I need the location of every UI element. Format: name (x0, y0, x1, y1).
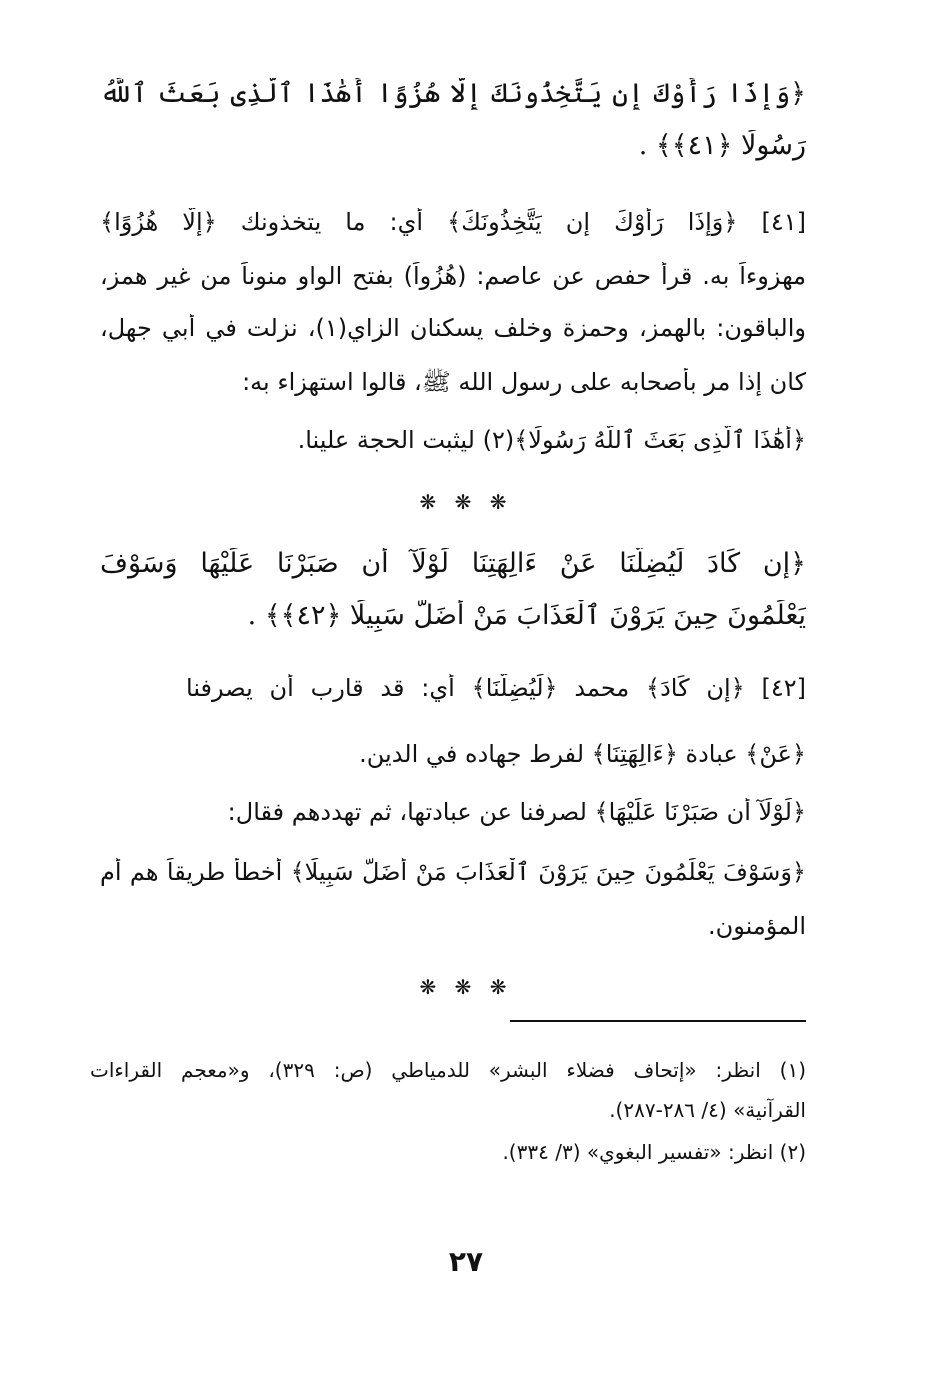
tafsir-41-line-4: كان إذا مر بأصحابه على رسول الله ﷺ، قالوا استهزاء به: (242, 368, 806, 396)
tafsir-42-line-4: ﴿وَسَوْفَ يَعْلَمُونَ حِينَ يَرَوْنَ ٱلْعَذَابَ مَنْ أَضَلُّ سَبِيلًا﴾ أخطأ طريقاً هم أم (100, 858, 806, 886)
tafsir-42-line-5: المؤمنون. (707, 912, 806, 940)
verse-41-line-1: ﴿وَإِذَا رَأَوْكَ إِن يَتَّخِذُونَكَ إِلَّا هُزُوًا أَهَٰذَا ٱلَّذِى بَعَثَ ٱللَّهُ (100, 78, 806, 109)
verse-42-line-2: يَعْلَمُونَ حِينَ يَرَوْنَ ٱلْعَذَابَ مَنْ أَضَلُّ سَبِيلًا ﴿٤٢﴾﴾ . (247, 600, 806, 631)
tafsir-41-line-1: [٤١] ﴿وَإِذَا رَأَوْكَ إِن يَتَّخِذُونَكَ﴾ أي: ما يتخذونك ﴿إِلَّا هُزُوًا﴾ (100, 208, 806, 236)
footnote-2: (٢) انظر: «تفسير البغوي» (٣/ ٣٣٤). (502, 1140, 806, 1164)
footnote-1-line-2: القرآنية» (٤/ ٢٨٦-٢٨٧). (609, 1098, 806, 1122)
tafsir-42-line-3: ﴿لَوْلَآ أَن صَبَرْنَا عَلَيْهَا﴾ لصرفنا عن عبادتها، ثم تهددهم فقال: (227, 798, 806, 826)
footnote-1-line-1: (١) انظر: «إتحاف فضلاء البشر» للدمياطي (ص: ٣٢٩)، و«معجم القراءات (90, 1058, 806, 1082)
footnote-divider (510, 1020, 806, 1022)
page-number: ٢٧ (448, 1245, 484, 1278)
tafsir-41-line-3: والباقون: بالهمز، وحمزة وخلف يسكنان الزاي(١)، نزلت في أبي جهل، (100, 314, 806, 342)
section-separator: ❋ ❋ ❋ (419, 490, 513, 514)
tafsir-41-line-5: ﴿أَهَٰذَا ٱلَّذِى بَعَثَ ٱللَّهُ رَسُولًا﴾(٢) ليثبت الحجة علينا. (297, 426, 806, 454)
section-separator: ❋ ❋ ❋ (419, 975, 513, 999)
verse-42-line-1: ﴿إِن كَادَ لَيُضِلُّنَا عَنْ ءَالِهَتِنَا لَوْلَآ أَن صَبَرْنَا عَلَيْهَا وَسَوْفَ (100, 548, 806, 579)
tafsir-42-line-2: ﴿عَنْ﴾ عبادة ﴿ءَالِهَتِنَا﴾ لفرط جهاده في الدين. (359, 740, 806, 768)
verse-41-line-2: رَسُولًا ﴿٤١﴾﴾ . (638, 130, 806, 161)
tafsir-41-line-2: مهزوءاً به. قرأ حفص عن عاصم: (هُزُواً) بفتح الواو منوناً من غير همز، (100, 262, 806, 290)
tafsir-42-line-1: [٤٢] ﴿إِن كَادَ﴾ محمد ﴿لَيُضِلُّنَا﴾ أي: قد قارب أن يصرفنا (186, 674, 806, 702)
